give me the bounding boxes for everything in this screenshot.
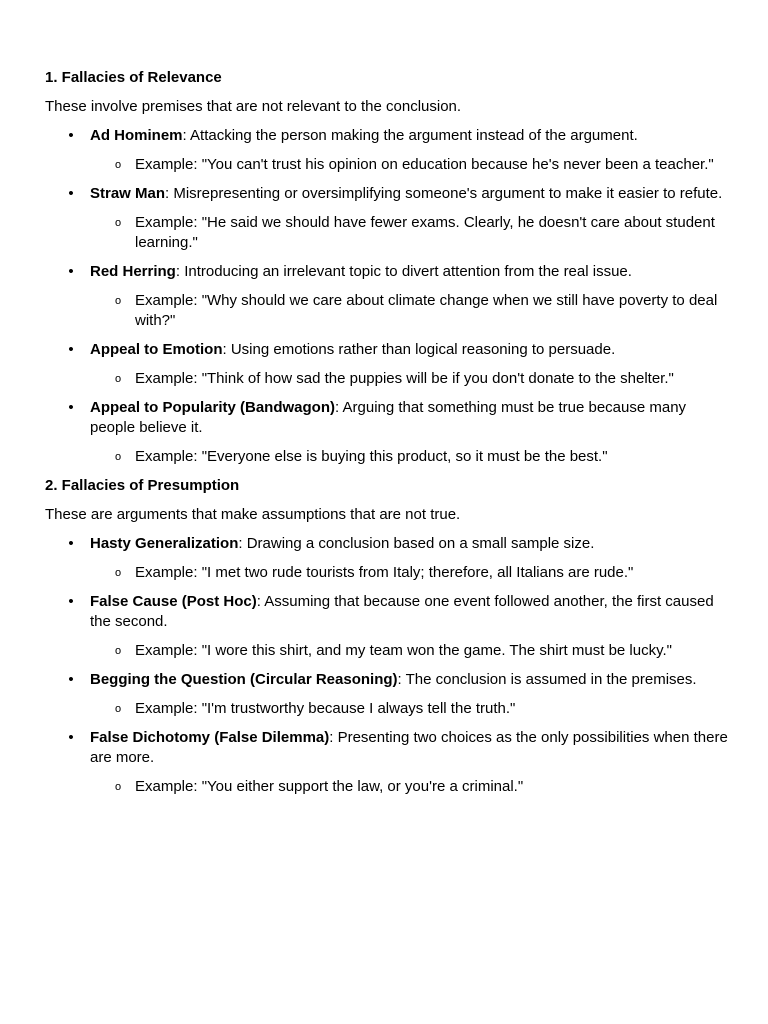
- example-text: Example: "You can't trust his opinion on education because he's never been a teacher.": [135, 156, 714, 173]
- bullet-dot-icon: •: [68, 729, 74, 746]
- section-intro: These involve premises that are not relevant to the conclusion.: [45, 98, 462, 115]
- example-text: Example: "Think of how sad the puppies will be if you don't donate to the shelter.": [135, 370, 674, 387]
- fallacy-item-begging-the-question: [45, 670, 728, 719]
- example-item: [90, 291, 728, 331]
- example-text: Example: "I met two rude tourists from Italy; therefore, all Italians are rude.": [135, 564, 634, 581]
- fallacy-list: [45, 126, 728, 467]
- example-text: Example: "Why should we care about climate change when we still have poverty to deal with?": [135, 292, 718, 329]
- fallacy-description: : Misrepresenting or oversimplifying someone's argument to make it easier to refute.: [165, 185, 723, 202]
- example-item: [90, 699, 728, 719]
- example-list: [90, 777, 728, 797]
- example-item: [90, 447, 728, 467]
- bullet-circle-icon: o: [114, 567, 122, 579]
- section-heading: 2. Fallacies of Presumption: [45, 477, 240, 494]
- fallacy-item-false-cause: [45, 592, 728, 661]
- fallacy-name: Straw Man: [90, 185, 166, 202]
- example-list: [90, 213, 728, 253]
- bullet-dot-icon: •: [68, 341, 74, 358]
- fallacy-description: : Assuming that because one event followed another, the first caused the second.: [90, 593, 714, 630]
- fallacy-item-red-herring: [45, 262, 728, 331]
- example-list: [90, 563, 728, 583]
- example-text: Example: "He said we should have fewer exams. Clearly, he doesn't care about student learning.": [135, 214, 715, 251]
- fallacy-item-bandwagon: [45, 398, 728, 467]
- bullet-circle-icon: o: [114, 645, 122, 657]
- fallacy-name: Hasty Generalization: [90, 535, 239, 552]
- section-relevance: [45, 68, 728, 467]
- bullet-dot-icon: •: [68, 263, 74, 280]
- example-text: Example: "Everyone else is buying this product, so it must be the best.": [135, 448, 608, 465]
- example-item: [90, 213, 728, 253]
- example-text: Example: "You either support the law, or you're a criminal.": [135, 778, 524, 795]
- fallacy-item-straw-man: [45, 184, 728, 253]
- fallacy-name: False Cause (Post Hoc): [90, 593, 257, 610]
- example-list: [90, 291, 728, 331]
- example-item: [90, 563, 728, 583]
- fallacy-description: : Attacking the person making the argument instead of the argument.: [182, 127, 638, 144]
- example-list: [90, 699, 728, 719]
- bullet-circle-icon: o: [114, 781, 122, 793]
- section-heading: 1. Fallacies of Relevance: [45, 69, 222, 86]
- fallacy-description: : Presenting two choices as the only possibilities when there are more.: [90, 729, 728, 766]
- fallacy-description: : Arguing that something must be true because many people believe it.: [90, 399, 687, 436]
- fallacy-name: False Dichotomy (False Dilemma): [90, 729, 330, 746]
- fallacy-list: [45, 534, 728, 797]
- bullet-dot-icon: •: [68, 593, 74, 610]
- example-list: [90, 155, 728, 175]
- fallacy-description: : The conclusion is assumed in the premises.: [397, 671, 697, 688]
- example-item: [90, 155, 728, 175]
- section-intro: These are arguments that make assumptions that are not true.: [45, 506, 461, 523]
- bullet-circle-icon: o: [114, 451, 122, 463]
- bullet-dot-icon: •: [68, 671, 74, 688]
- fallacy-description: : Using emotions rather than logical reasoning to persuade.: [222, 341, 616, 358]
- section-presumption: [45, 476, 728, 797]
- fallacy-item-appeal-to-emotion: [45, 340, 728, 389]
- fallacy-name: Begging the Question (Circular Reasoning): [90, 671, 398, 688]
- bullet-dot-icon: •: [68, 535, 74, 552]
- bullet-dot-icon: •: [68, 399, 74, 416]
- bullet-dot-icon: •: [68, 127, 74, 144]
- fallacy-description: : Introducing an irrelevant topic to divert attention from the real issue.: [175, 263, 632, 280]
- bullet-circle-icon: o: [114, 159, 122, 171]
- bullet-circle-icon: o: [114, 703, 122, 715]
- bullet-circle-icon: o: [114, 295, 122, 307]
- fallacy-item-false-dichotomy: [45, 728, 728, 797]
- example-text: Example: "I'm trustworthy because I always tell the truth.": [135, 700, 516, 717]
- example-list: [90, 447, 728, 467]
- example-list: [90, 641, 728, 661]
- bullet-circle-icon: o: [114, 217, 122, 229]
- fallacy-name: Red Herring: [90, 263, 176, 280]
- fallacy-name: Appeal to Popularity (Bandwagon): [90, 399, 336, 416]
- example-item: [90, 777, 728, 797]
- bullet-dot-icon: •: [68, 185, 74, 202]
- fallacy-item-hasty-generalization: [45, 534, 728, 583]
- example-item: [90, 641, 728, 661]
- fallacy-name: Appeal to Emotion: [90, 341, 223, 358]
- bullet-circle-icon: o: [114, 373, 122, 385]
- fallacy-item-ad-hominem: [45, 126, 728, 175]
- example-list: [90, 369, 728, 389]
- fallacy-name: Ad Hominem: [90, 127, 183, 144]
- example-text: Example: "I wore this shirt, and my team won the game. The shirt must be lucky.": [135, 642, 672, 659]
- example-item: [90, 369, 728, 389]
- fallacy-description: : Drawing a conclusion based on a small sample size.: [238, 535, 595, 552]
